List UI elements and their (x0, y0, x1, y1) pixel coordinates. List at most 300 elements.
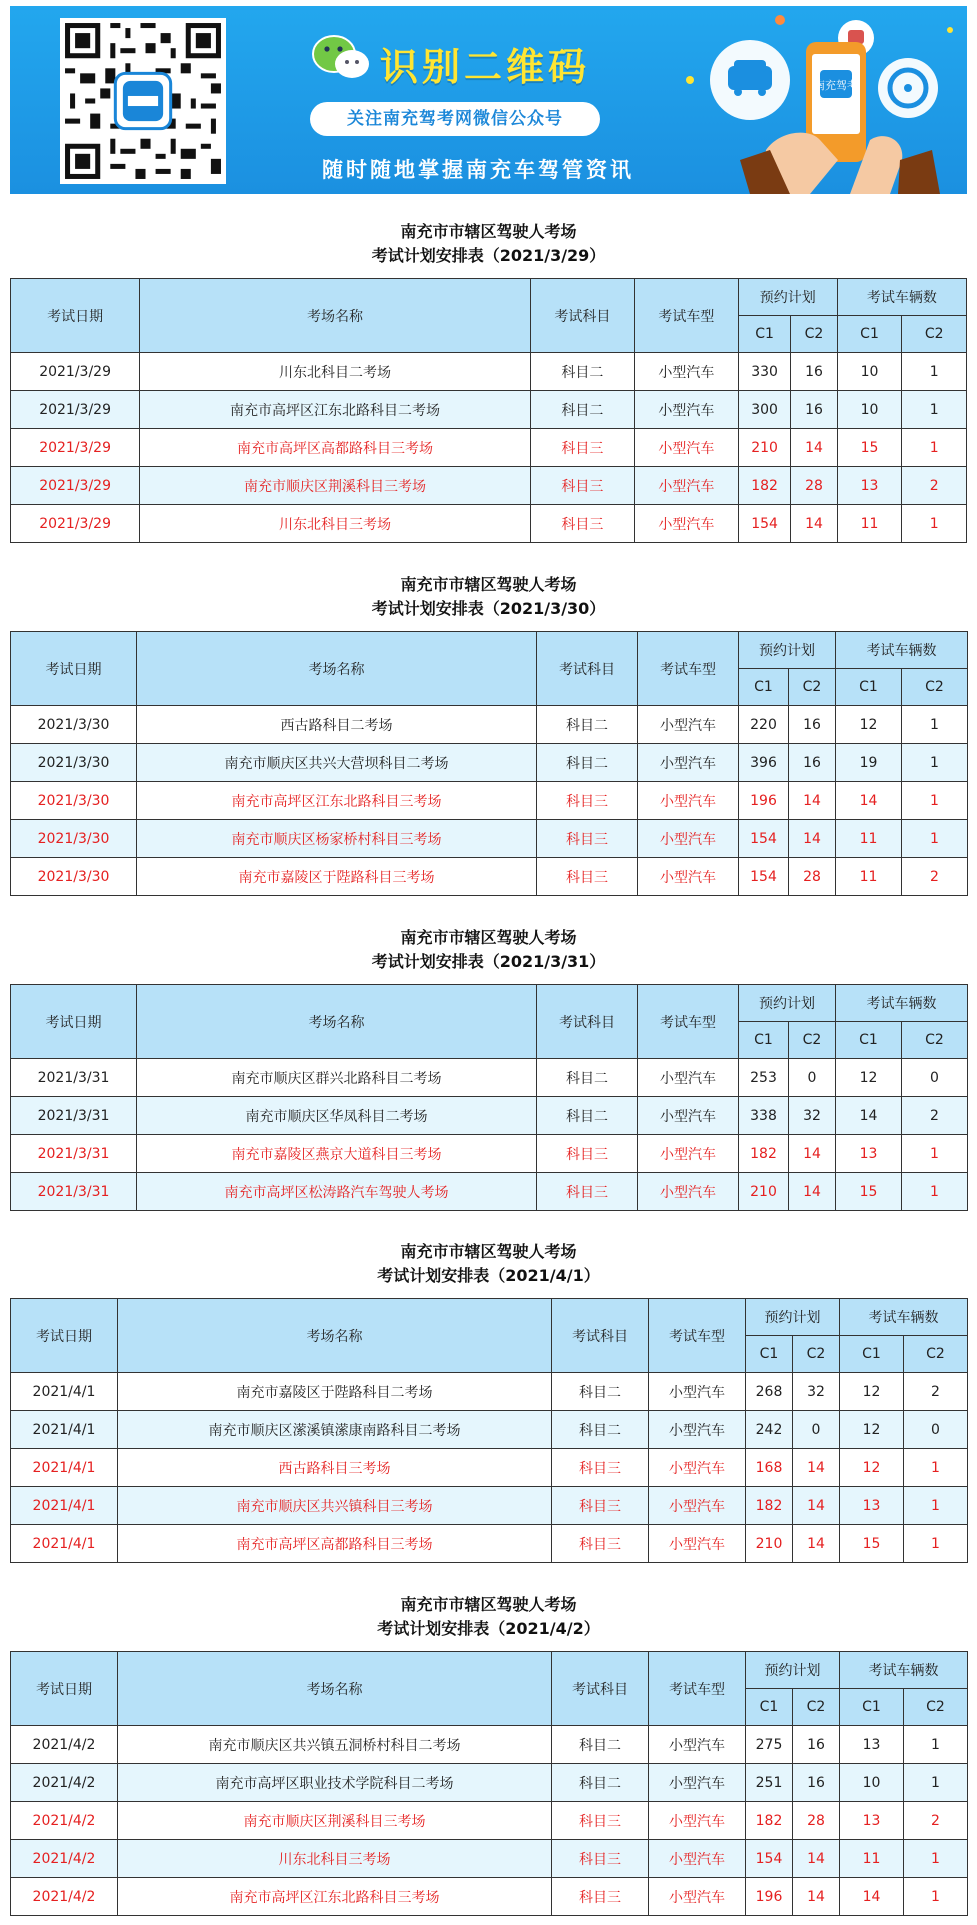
cell-vehicle: 小型汽车 (649, 1840, 746, 1878)
cell-venue: 南充市顺庆区杨家桥村科目三考场 (137, 820, 537, 858)
qr-code (60, 18, 226, 184)
cell-cars-c2: 1 (902, 706, 968, 744)
cell-plan-c1: 196 (739, 782, 789, 820)
cell-cars-c2: 2 (902, 467, 967, 505)
cell-plan-c2: 32 (789, 1097, 836, 1135)
cell-venue: 西古路科目三考场 (118, 1449, 552, 1487)
banner-tagline: 随时随地掌握南充车驾管资讯 (322, 158, 634, 182)
schedule-section-2021-3-29 (10, 220, 967, 543)
cell-cars-c2: 1 (902, 744, 968, 782)
cell-cars-c2: 1 (902, 391, 967, 429)
col-header-date: 考试日期 (11, 632, 137, 706)
cell-cars-c2: 1 (904, 1449, 968, 1487)
cell-plan-c2: 16 (793, 1726, 840, 1764)
col-header-cars: 考试车辆数 (840, 1652, 968, 1689)
cell-plan-c1: 330 (738, 353, 790, 391)
cell-venue: 南充市高坪区江东北路科目三考场 (137, 782, 537, 820)
cell-plan-c1: 168 (746, 1449, 793, 1487)
cell-vehicle: 小型汽车 (634, 353, 738, 391)
cell-plan-c2: 16 (791, 353, 837, 391)
table-row (11, 467, 967, 505)
cell-cars-c2: 2 (904, 1802, 968, 1840)
col-header-plan: 预约计划 (746, 1299, 840, 1336)
cell-cars-c2: 1 (904, 1840, 968, 1878)
cell-plan-c1: 338 (739, 1097, 789, 1135)
col-header-cars-c2: C2 (904, 1336, 968, 1373)
cell-venue: 南充市顺庆区荆溪科目三考场 (118, 1802, 552, 1840)
section-title-line2: 考试计划安排表（2021/3/29） (371, 246, 606, 265)
col-header-cars-c1: C1 (836, 1022, 902, 1059)
cell-plan-c2: 16 (793, 1764, 840, 1802)
table-row (11, 1449, 968, 1487)
table-row (11, 429, 967, 467)
table-row (11, 1764, 968, 1802)
cell-date: 2021/4/2 (11, 1802, 118, 1840)
cell-cars-c1: 11 (837, 505, 902, 543)
cell-cars-c2: 1 (902, 353, 967, 391)
cell-date: 2021/3/31 (11, 1097, 137, 1135)
cell-subject: 科目二 (537, 706, 638, 744)
cell-plan-c2: 14 (789, 1173, 836, 1211)
table-row (11, 744, 968, 782)
col-header-plan: 预约计划 (739, 632, 836, 669)
cell-plan-c2: 14 (791, 505, 837, 543)
schedule-table (10, 631, 968, 896)
cell-plan-c2: 32 (793, 1373, 840, 1411)
cell-date: 2021/4/1 (11, 1373, 118, 1411)
cell-cars-c1: 14 (840, 1878, 904, 1916)
col-header-cars-c1: C1 (837, 316, 902, 353)
cell-vehicle: 小型汽车 (638, 1059, 739, 1097)
table-row (11, 782, 968, 820)
cell-cars-c1: 10 (840, 1764, 904, 1802)
cell-vehicle: 小型汽车 (638, 1135, 739, 1173)
schedule-section-2021-4-1 (10, 1240, 967, 1563)
cell-venue: 南充市高坪区江东北路科目二考场 (140, 391, 531, 429)
cell-plan-c1: 182 (746, 1802, 793, 1840)
cell-cars-c1: 15 (836, 1173, 902, 1211)
phone-car-illustration (670, 10, 967, 194)
phone-logo-text: 南充驾考 (814, 79, 858, 92)
cell-plan-c2: 14 (789, 1135, 836, 1173)
cell-vehicle: 小型汽车 (649, 1726, 746, 1764)
banner-subtitle-pill: 关注南充驾考网微信公众号 (310, 102, 600, 136)
cell-subject: 科目三 (537, 1135, 638, 1173)
cell-cars-c1: 13 (840, 1802, 904, 1840)
col-header-date: 考试日期 (11, 279, 140, 353)
table-row (11, 353, 967, 391)
cell-plan-c1: 210 (739, 1173, 789, 1211)
cell-plan-c1: 154 (739, 820, 789, 858)
table-body (11, 353, 967, 543)
table-row (11, 1878, 968, 1916)
qr-promo-banner (10, 6, 967, 194)
cell-vehicle: 小型汽车 (634, 505, 738, 543)
col-header-venue: 考场名称 (137, 985, 537, 1059)
cell-plan-c2: 14 (793, 1487, 840, 1525)
table-row (11, 1373, 968, 1411)
cell-subject: 科目三 (552, 1802, 649, 1840)
table-row (11, 505, 967, 543)
cell-date: 2021/3/31 (11, 1059, 137, 1097)
cell-plan-c2: 28 (791, 467, 837, 505)
col-header-plan: 预约计划 (738, 279, 837, 316)
cell-date: 2021/4/2 (11, 1840, 118, 1878)
cell-subject: 科目二 (552, 1373, 649, 1411)
cell-plan-c1: 196 (746, 1878, 793, 1916)
wechat-icon (310, 32, 372, 84)
cell-subject: 科目三 (537, 1173, 638, 1211)
cell-plan-c2: 16 (789, 744, 836, 782)
col-header-date: 考试日期 (11, 1299, 118, 1373)
cell-subject: 科目二 (537, 1059, 638, 1097)
cell-plan-c1: 396 (739, 744, 789, 782)
cell-plan-c1: 210 (746, 1525, 793, 1563)
col-header-subject: 考试科目 (530, 279, 634, 353)
col-header-venue: 考场名称 (118, 1299, 552, 1373)
table-body (11, 1726, 968, 1916)
col-header-plan-c2: C2 (789, 1022, 836, 1059)
cell-venue: 南充市高坪区松涛路汽车驾驶人考场 (137, 1173, 537, 1211)
cell-plan-c1: 300 (738, 391, 790, 429)
cell-subject: 科目二 (537, 1097, 638, 1135)
col-header-subject: 考试科目 (537, 632, 638, 706)
cell-date: 2021/3/31 (11, 1173, 137, 1211)
col-header-vehicle: 考试车型 (634, 279, 738, 353)
cell-venue: 南充市高坪区职业技术学院科目二考场 (118, 1764, 552, 1802)
table-row (11, 1097, 968, 1135)
col-header-subject: 考试科目 (552, 1299, 649, 1373)
cell-plan-c2: 28 (793, 1802, 840, 1840)
section-title-line2: 考试计划安排表（2021/3/31） (371, 952, 606, 971)
cell-cars-c1: 10 (837, 353, 902, 391)
cell-venue: 南充市嘉陵区于陛路科目三考场 (137, 858, 537, 896)
col-header-subject: 考试科目 (537, 985, 638, 1059)
cell-vehicle: 小型汽车 (634, 467, 738, 505)
col-header-venue: 考场名称 (140, 279, 531, 353)
cell-cars-c1: 11 (840, 1840, 904, 1878)
section-title-line1: 南充市市辖区驾驶人考场 (400, 1595, 577, 1614)
cell-date: 2021/3/31 (11, 1135, 137, 1173)
col-header-plan-c2: C2 (791, 316, 837, 353)
cell-vehicle: 小型汽车 (634, 391, 738, 429)
col-header-plan: 预约计划 (739, 985, 836, 1022)
col-header-plan-c2: C2 (789, 669, 836, 706)
cell-vehicle: 小型汽车 (638, 858, 739, 896)
cell-cars-c2: 1 (904, 1726, 968, 1764)
cell-date: 2021/3/30 (11, 858, 137, 896)
cell-cars-c1: 10 (837, 391, 902, 429)
cell-plan-c1: 242 (746, 1411, 793, 1449)
cell-cars-c1: 12 (840, 1449, 904, 1487)
cell-plan-c2: 14 (789, 820, 836, 858)
cell-cars-c2: 2 (904, 1373, 968, 1411)
section-title-line2: 考试计划安排表（2021/3/30） (371, 599, 606, 618)
cell-subject: 科目三 (530, 467, 634, 505)
cell-cars-c2: 1 (904, 1487, 968, 1525)
cell-subject: 科目二 (552, 1726, 649, 1764)
cell-date: 2021/4/1 (11, 1487, 118, 1525)
schedule-table (10, 278, 967, 543)
cell-vehicle: 小型汽车 (649, 1373, 746, 1411)
table-row (11, 391, 967, 429)
cell-plan-c2: 16 (789, 706, 836, 744)
cell-cars-c1: 13 (840, 1487, 904, 1525)
cell-subject: 科目三 (537, 820, 638, 858)
cell-venue: 川东北科目二考场 (140, 353, 531, 391)
cell-cars-c1: 12 (840, 1411, 904, 1449)
section-title-line1: 南充市市辖区驾驶人考场 (400, 575, 577, 594)
cell-subject: 科目三 (530, 505, 634, 543)
cell-subject: 科目二 (530, 391, 634, 429)
cell-cars-c1: 15 (840, 1525, 904, 1563)
cell-venue: 南充市顺庆区共兴镇科目三考场 (118, 1487, 552, 1525)
col-header-cars-c1: C1 (840, 1336, 904, 1373)
cell-plan-c1: 275 (746, 1726, 793, 1764)
cell-venue: 西古路科目二考场 (137, 706, 537, 744)
cell-date: 2021/3/29 (11, 467, 140, 505)
cell-date: 2021/3/30 (11, 706, 137, 744)
cell-cars-c2: 0 (902, 1059, 968, 1097)
col-header-plan-c1: C1 (746, 1336, 793, 1373)
table-body (11, 1059, 968, 1211)
col-header-cars: 考试车辆数 (837, 279, 966, 316)
cell-venue: 南充市顺庆区潆溪镇潆康南路科目二考场 (118, 1411, 552, 1449)
table-row (11, 1726, 968, 1764)
cell-subject: 科目三 (552, 1878, 649, 1916)
cell-date: 2021/3/29 (11, 353, 140, 391)
col-header-vehicle: 考试车型 (649, 1652, 746, 1726)
cell-cars-c2: 2 (902, 1097, 968, 1135)
cell-plan-c2: 14 (793, 1840, 840, 1878)
cell-venue: 川东北科目三考场 (140, 505, 531, 543)
col-header-venue: 考场名称 (118, 1652, 552, 1726)
cell-vehicle: 小型汽车 (638, 820, 739, 858)
col-header-vehicle: 考试车型 (638, 632, 739, 706)
col-header-cars: 考试车辆数 (840, 1299, 968, 1336)
table-row (11, 1525, 968, 1563)
cell-vehicle: 小型汽车 (649, 1525, 746, 1563)
cell-cars-c2: 1 (902, 505, 967, 543)
cell-venue: 南充市高坪区高都路科目三考场 (140, 429, 531, 467)
cell-subject: 科目三 (552, 1449, 649, 1487)
col-header-cars: 考试车辆数 (836, 632, 968, 669)
cell-date: 2021/3/29 (11, 505, 140, 543)
col-header-plan-c2: C2 (793, 1336, 840, 1373)
table-row (11, 1840, 968, 1878)
col-header-plan-c1: C1 (739, 669, 789, 706)
qr-code-graphic (60, 18, 226, 184)
cell-date: 2021/4/1 (11, 1449, 118, 1487)
cell-vehicle: 小型汽车 (649, 1878, 746, 1916)
schedule-section-2021-3-30 (10, 573, 967, 896)
cell-plan-c2: 14 (793, 1878, 840, 1916)
col-header-plan-c1: C1 (738, 316, 790, 353)
cell-date: 2021/3/30 (11, 782, 137, 820)
cell-venue: 南充市顺庆区群兴北路科目二考场 (137, 1059, 537, 1097)
table-row (11, 1411, 968, 1449)
cell-vehicle: 小型汽车 (638, 744, 739, 782)
cell-venue: 南充市高坪区高都路科目三考场 (118, 1525, 552, 1563)
cell-cars-c2: 1 (902, 782, 968, 820)
cell-vehicle: 小型汽车 (649, 1487, 746, 1525)
table-row (11, 858, 968, 896)
cell-date: 2021/4/2 (11, 1878, 118, 1916)
cell-venue: 南充市顺庆区共兴大营坝科目二考场 (137, 744, 537, 782)
cell-venue: 南充市高坪区江东北路科目三考场 (118, 1878, 552, 1916)
col-header-cars-c2: C2 (902, 669, 968, 706)
cell-plan-c2: 14 (791, 429, 837, 467)
cell-date: 2021/3/29 (11, 429, 140, 467)
table-row (11, 1802, 968, 1840)
cell-cars-c2: 1 (902, 1173, 968, 1211)
cell-cars-c1: 13 (837, 467, 902, 505)
cell-vehicle: 小型汽车 (649, 1764, 746, 1802)
cell-cars-c1: 12 (836, 706, 902, 744)
col-header-cars-c1: C1 (836, 669, 902, 706)
cell-subject: 科目二 (537, 744, 638, 782)
cell-plan-c2: 14 (793, 1449, 840, 1487)
col-header-date: 考试日期 (11, 1652, 118, 1726)
cell-cars-c1: 19 (836, 744, 902, 782)
cell-date: 2021/3/29 (11, 391, 140, 429)
cell-cars-c1: 14 (836, 782, 902, 820)
cell-vehicle: 小型汽车 (634, 429, 738, 467)
cell-cars-c1: 11 (836, 820, 902, 858)
cell-subject: 科目二 (552, 1411, 649, 1449)
cell-vehicle: 小型汽车 (638, 782, 739, 820)
cell-date: 2021/3/30 (11, 744, 137, 782)
cell-plan-c1: 251 (746, 1764, 793, 1802)
col-header-cars-c1: C1 (840, 1689, 904, 1726)
cell-plan-c1: 268 (746, 1373, 793, 1411)
col-header-plan-c2: C2 (793, 1689, 840, 1726)
cell-date: 2021/4/2 (11, 1764, 118, 1802)
cell-cars-c2: 1 (904, 1764, 968, 1802)
cell-venue: 南充市嘉陵区燕京大道科目三考场 (137, 1135, 537, 1173)
cell-venue: 南充市顺庆区共兴镇五洞桥村科目二考场 (118, 1726, 552, 1764)
table-row (11, 1487, 968, 1525)
cell-date: 2021/4/1 (11, 1525, 118, 1563)
cell-cars-c1: 12 (840, 1373, 904, 1411)
cell-vehicle: 小型汽车 (649, 1411, 746, 1449)
schedule-table (10, 1298, 968, 1563)
cell-date: 2021/3/30 (11, 820, 137, 858)
cell-vehicle: 小型汽车 (638, 1097, 739, 1135)
table-body (11, 706, 968, 896)
cell-cars-c2: 1 (904, 1525, 968, 1563)
cell-plan-c2: 16 (791, 391, 837, 429)
cell-subject: 科目三 (552, 1525, 649, 1563)
cell-subject: 科目二 (552, 1764, 649, 1802)
cell-cars-c1: 15 (837, 429, 902, 467)
table-row (11, 706, 968, 744)
section-title-line1: 南充市市辖区驾驶人考场 (400, 1242, 577, 1261)
cell-cars-c1: 13 (836, 1135, 902, 1173)
schedule-section-2021-3-31 (10, 926, 967, 1211)
cell-venue: 南充市嘉陵区于陛路科目二考场 (118, 1373, 552, 1411)
cell-vehicle: 小型汽车 (638, 706, 739, 744)
cell-cars-c2: 1 (902, 1135, 968, 1173)
cell-venue: 南充市顺庆区华凤科目二考场 (137, 1097, 537, 1135)
cell-venue: 川东北科目三考场 (118, 1840, 552, 1878)
cell-plan-c1: 220 (739, 706, 789, 744)
schedule-section-2021-4-2 (10, 1593, 967, 1916)
col-header-vehicle: 考试车型 (638, 985, 739, 1059)
cell-cars-c2: 1 (904, 1878, 968, 1916)
cell-cars-c2: 1 (902, 820, 968, 858)
cell-plan-c1: 154 (739, 858, 789, 896)
schedule-table (10, 1651, 968, 1916)
section-title-line2: 考试计划安排表（2021/4/1） (377, 1266, 600, 1285)
table-row (11, 820, 968, 858)
cell-plan-c1: 182 (746, 1487, 793, 1525)
cell-plan-c1: 154 (746, 1840, 793, 1878)
col-header-date: 考试日期 (11, 985, 137, 1059)
schedule-table (10, 984, 968, 1211)
cell-vehicle: 小型汽车 (649, 1449, 746, 1487)
cell-subject: 科目三 (537, 858, 638, 896)
cell-cars-c2: 2 (902, 858, 968, 896)
cell-subject: 科目三 (530, 429, 634, 467)
section-title-line2: 考试计划安排表（2021/4/2） (377, 1619, 600, 1638)
col-header-plan: 预约计划 (746, 1652, 840, 1689)
col-header-plan-c1: C1 (739, 1022, 789, 1059)
cell-vehicle: 小型汽车 (638, 1173, 739, 1211)
cell-venue: 南充市顺庆区荆溪科目三考场 (140, 467, 531, 505)
cell-date: 2021/4/1 (11, 1411, 118, 1449)
col-header-venue: 考场名称 (137, 632, 537, 706)
cell-plan-c2: 0 (789, 1059, 836, 1097)
cell-plan-c2: 14 (789, 782, 836, 820)
cell-plan-c1: 154 (738, 505, 790, 543)
cell-subject: 科目三 (552, 1487, 649, 1525)
cell-plan-c1: 182 (739, 1135, 789, 1173)
table-row (11, 1059, 968, 1097)
cell-subject: 科目三 (552, 1840, 649, 1878)
cell-cars-c1: 13 (840, 1726, 904, 1764)
table-body (11, 1373, 968, 1563)
cell-plan-c2: 14 (793, 1525, 840, 1563)
col-header-cars-c2: C2 (902, 1022, 968, 1059)
cell-date: 2021/4/2 (11, 1726, 118, 1764)
table-row (11, 1135, 968, 1173)
cell-cars-c1: 14 (836, 1097, 902, 1135)
col-header-cars-c2: C2 (902, 316, 967, 353)
section-title-line1: 南充市市辖区驾驶人考场 (400, 222, 577, 241)
cell-subject: 科目三 (537, 782, 638, 820)
cell-plan-c1: 182 (738, 467, 790, 505)
cell-vehicle: 小型汽车 (649, 1802, 746, 1840)
cell-plan-c1: 210 (738, 429, 790, 467)
table-row (11, 1173, 968, 1211)
cell-subject: 科目二 (530, 353, 634, 391)
col-header-cars: 考试车辆数 (836, 985, 968, 1022)
cell-plan-c2: 0 (793, 1411, 840, 1449)
banner-title: 识别二维码 (380, 45, 591, 89)
col-header-vehicle: 考试车型 (649, 1299, 746, 1373)
cell-plan-c1: 253 (739, 1059, 789, 1097)
section-title-line1: 南充市市辖区驾驶人考场 (400, 928, 577, 947)
col-header-plan-c1: C1 (746, 1689, 793, 1726)
col-header-subject: 考试科目 (552, 1652, 649, 1726)
cell-cars-c2: 1 (902, 429, 967, 467)
col-header-cars-c2: C2 (904, 1689, 968, 1726)
cell-cars-c1: 11 (836, 858, 902, 896)
cell-cars-c2: 0 (904, 1411, 968, 1449)
cell-plan-c2: 28 (789, 858, 836, 896)
cell-cars-c1: 12 (836, 1059, 902, 1097)
